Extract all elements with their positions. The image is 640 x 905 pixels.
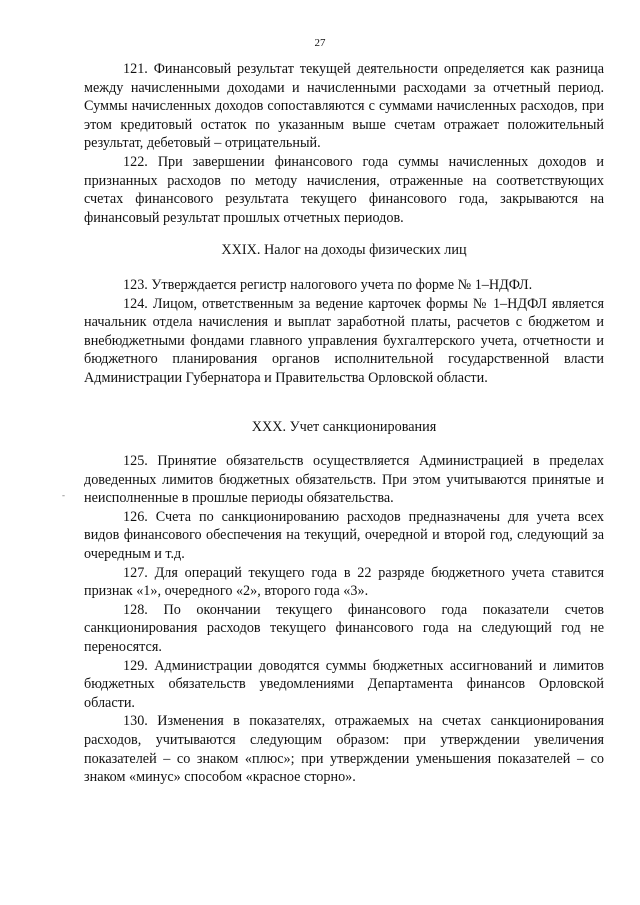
paragraph-128: 128. По окончании текущего финансового года показатели счетов санкционирования расходов текущего финансового года на следующий год не переносятся. — [84, 601, 604, 656]
paragraph-122: 122. При завершении финансового года суммы начисленных доходов и признанных расходов по методу начисления, отраженные на соответствующих счетах финансового результата текущего финансового года, закрываются на финансовый результат прошлых отчетных периодов. — [84, 153, 604, 226]
paragraph-123: 123. Утверждается регистр налогового учета по форме № 1–НДФЛ. — [123, 276, 533, 293]
section-heading-29: XXIX. Налог на доходы физических лиц — [221, 242, 467, 259]
section-heading-30: XXX. Учет санкционирования — [251, 418, 437, 435]
paragraph-124: 124. Лицом, ответственным за ведение карточек формы № 1–НДФЛ является начальник отдела начисления и выплат заработной платы, расчетов с бюджетом и внебюджетными фондами главного управления бухгалтерского учета, отчетности и бюджетного планирования органов исполнительной государственной власти Администрации Губернатора и Правительства Орловской области. — [84, 295, 604, 386]
paragraph-121: 121. Финансовый результат текущей деятельности определяется как разница между начисленными доходами и начисленными расходами за отчетный период. Суммы начисленных доходов сопоставляются с суммами начисленных расходов, при этом кредитовый остаток по указанным выше счетам отражает положительный результат, дебетовый – отрицательный. — [84, 61, 604, 152]
document-body — [84, 60, 604, 787]
margin-mark: - — [62, 490, 65, 500]
paragraph-125: 125. Принятие обязательств осуществляется Администрацией в пределах доведенных лимитов бюджетных обязательств. При этом учитываются принятые и неисполненные в прошлые периоды обязательства. — [84, 453, 604, 507]
paragraph-126: 126. Счета по санкционированию расходов предназначены для учета всех видов финансового обеспечения на текущий, очередной и второй год, следующий за очередным и т.д. — [84, 508, 604, 563]
paragraph-130: 130. Изменения в показателях, отражаемых на счетах санкционирования расходов, учитываются следующим образом: при утверждении увеличения показателей – со знаком «плюс»; при утверждении уменьшения показателей – со знаком «минус» способом «красное сторно». — [84, 713, 604, 786]
page-number: 27 — [314, 37, 326, 49]
paragraph-129: 129. Администрации доводятся суммы бюджетных ассигнований и лимитов бюджетных обязательств уведомлениями Департамента финансов Орловской области. — [84, 657, 604, 711]
paragraph-127: 127. Для операций текущего года в 22 разряде бюджетного учета ставится признак «1», очередного «2», второго года «3». — [84, 564, 604, 600]
